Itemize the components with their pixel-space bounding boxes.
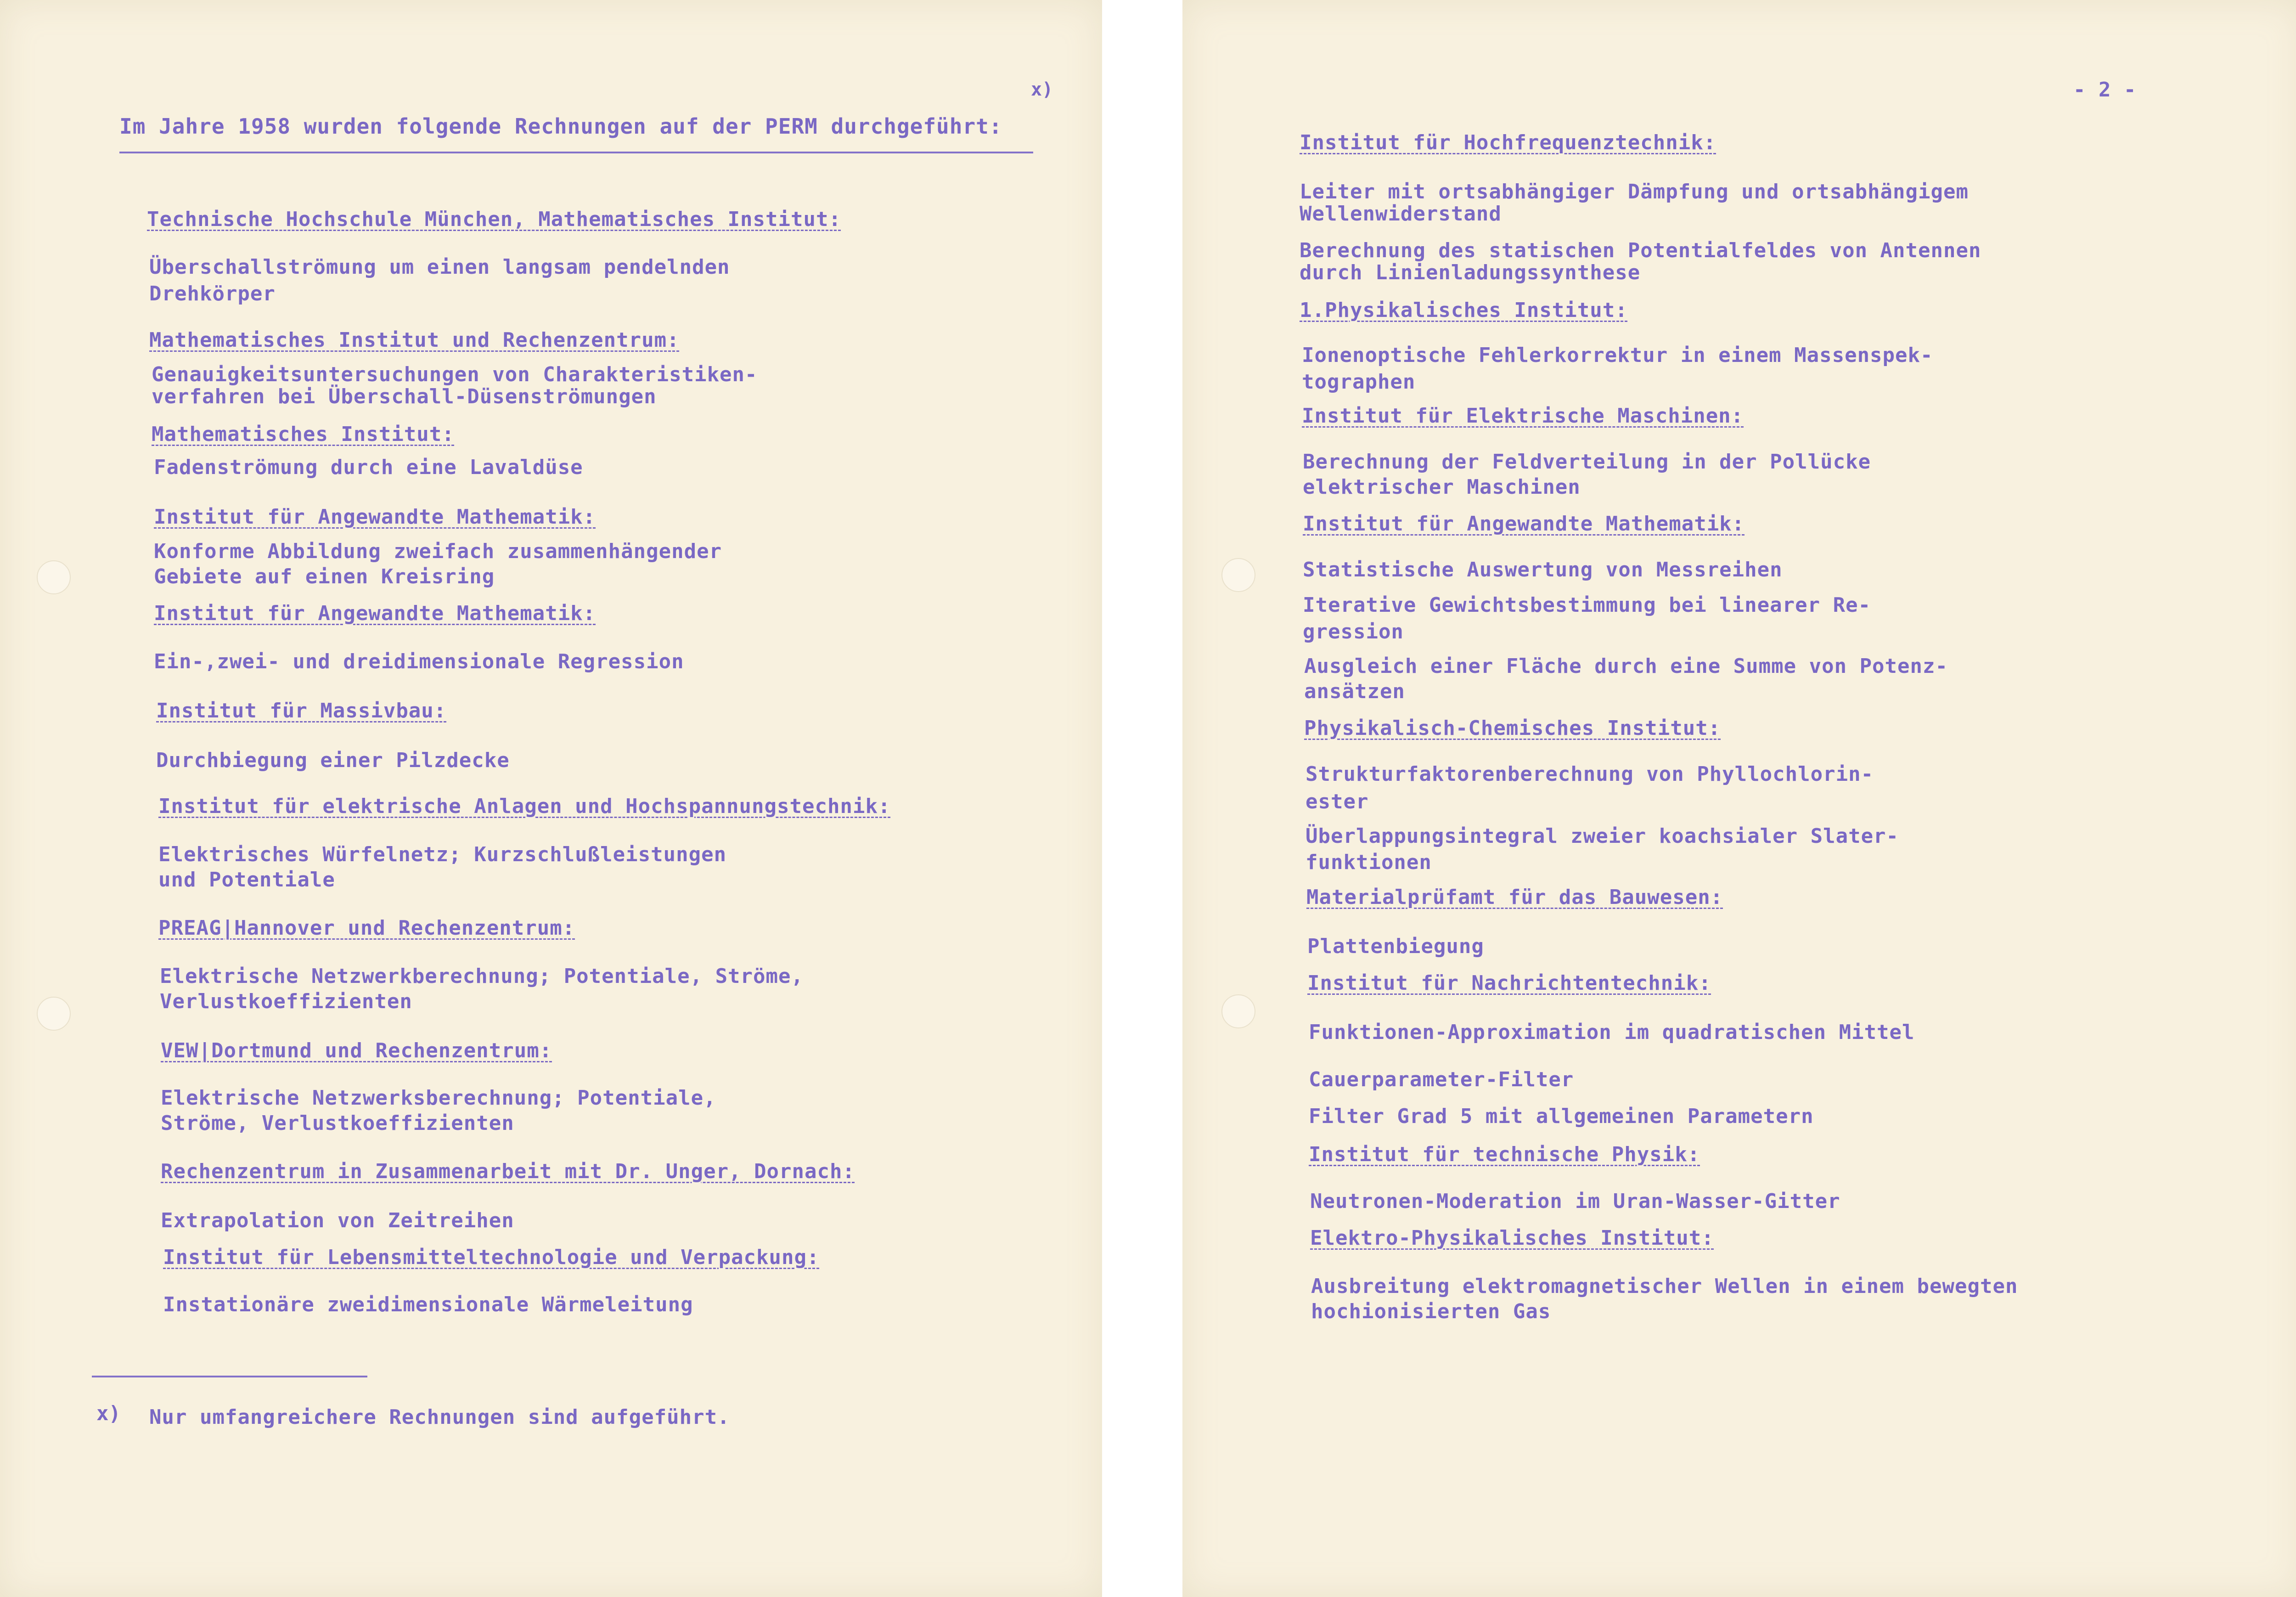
- project-line: Konforme Abbildung zweifach zusammenhängender: [154, 540, 722, 563]
- project-line: Berechnung der Feldverteilung in der Pollücke: [1303, 450, 1871, 474]
- institution-heading: Institut für Lebensmitteltechnologie und Verpackung:: [163, 1246, 820, 1269]
- project-line: Plattenbiegung: [1307, 935, 1484, 958]
- institution-heading: Mathematisches Institut und Rechenzentrum:: [149, 328, 680, 352]
- project-line: Extrapolation von Zeitreihen: [161, 1209, 514, 1232]
- institution-heading: Institut für Nachrichtentechnik:: [1307, 971, 1711, 995]
- institution-heading: Institut für technische Physik:: [1309, 1143, 1700, 1166]
- project-line: funktionen: [1306, 851, 1432, 874]
- institution-heading: 1.Physikalisches Institut:: [1300, 299, 1628, 322]
- project-line: Gebiete auf einen Kreisring: [154, 565, 495, 588]
- project-line: ansätzen: [1304, 680, 1405, 703]
- project-line: Überschallströmung um einen langsam pendelnden: [149, 255, 730, 279]
- project-line: Ausgleich einer Fläche durch eine Summe von Potenz-: [1304, 655, 1948, 678]
- punch-hole: [1221, 994, 1255, 1028]
- institution-heading: Physikalisch-Chemisches Institut:: [1304, 717, 1721, 740]
- punch-hole: [37, 997, 71, 1031]
- institution-heading: Technische Hochschule München, Mathematisches Institut:: [147, 208, 841, 231]
- footnote-text: Nur umfangreichere Rechnungen sind aufgeführt.: [149, 1405, 730, 1429]
- institution-heading: Institut für Elektrische Maschinen:: [1302, 404, 1744, 428]
- project-line: Statistische Auswertung von Messreihen: [1303, 558, 1783, 581]
- institution-heading: Materialprüfamt für das Bauwesen:: [1306, 886, 1723, 909]
- project-line: Leiter mit ortsabhängiger Dämpfung und ortsabhängigem: [1300, 180, 1969, 203]
- project-line: und Potentiale: [158, 868, 335, 892]
- project-line: Iterative Gewichtsbestimmung bei linearer Re-: [1303, 593, 1871, 617]
- institution-heading: Institut für Angewandte Mathematik:: [154, 505, 596, 529]
- project-line: Funktionen-Approximation im quadratischen Mittel: [1309, 1021, 1915, 1044]
- left-document-page: [0, 0, 1102, 1597]
- project-line: Strukturfaktorenberechnung von Phyllochlorin-: [1306, 762, 1874, 786]
- project-line: Cauerparameter-Filter: [1309, 1068, 1574, 1091]
- project-line: Elektrische Netzwerksberechnung; Potentiale,: [161, 1086, 716, 1110]
- heading-underline: [119, 152, 1033, 153]
- footnote-separator: [92, 1376, 367, 1377]
- project-line: Verlustkoeffizienten: [160, 990, 412, 1013]
- project-line: gression: [1303, 620, 1404, 643]
- institution-heading: Institut für Massivbau:: [156, 699, 447, 722]
- project-line: Fadenströmung durch eine Lavaldüse: [154, 456, 583, 479]
- institution-heading: Rechenzentrum in Zusammenarbeit mit Dr. Unger, Dornach:: [161, 1160, 855, 1183]
- punch-hole: [1221, 558, 1255, 592]
- project-line: Durchbiegung einer Pilzdecke: [156, 749, 510, 772]
- project-line: Berechnung des statischen Potentialfeldes von Antennen: [1300, 239, 1981, 262]
- institution-heading: Mathematisches Institut:: [152, 423, 455, 446]
- page-number: - 2 -: [2073, 78, 2137, 102]
- project-line: durch Linienladungssynthese: [1300, 261, 1641, 284]
- institution-heading: VEW|Dortmund und Rechenzentrum:: [161, 1039, 552, 1062]
- project-line: Instationäre zweidimensionale Wärmeleitung: [163, 1293, 693, 1316]
- project-line: elektrischer Maschinen: [1303, 475, 1581, 499]
- project-line: verfahren bei Überschall-Düsenströmungen: [152, 385, 657, 408]
- project-line: Wellenwiderstand: [1300, 202, 1502, 226]
- project-line: ester: [1306, 790, 1369, 813]
- project-line: Ein-,zwei- und dreidimensionale Regression: [154, 650, 684, 673]
- punch-hole: [37, 560, 71, 594]
- project-line: Drehkörper: [149, 282, 276, 305]
- footnote-marker: x): [1031, 79, 1053, 100]
- right-document-page: [1182, 0, 2296, 1597]
- project-line: Filter Grad 5 mit allgemeinen Parametern: [1309, 1105, 1814, 1128]
- institution-heading: Institut für elektrische Anlagen und Hochspannungstechnik:: [158, 795, 891, 818]
- footnote-marker: x): [96, 1402, 121, 1425]
- project-line: hochionisierten Gas: [1311, 1300, 1551, 1323]
- institution-heading: Elektro-Physikalisches Institut:: [1310, 1226, 1714, 1250]
- project-line: Ionenoptische Fehlerkorrektur in einem Massenspek-: [1302, 344, 1933, 367]
- project-line: Neutronen-Moderation im Uran-Wasser-Gitter: [1310, 1190, 1840, 1213]
- project-line: Ströme, Verlustkoeffizienten: [161, 1112, 514, 1135]
- institution-heading: Institut für Angewandte Mathematik:: [154, 602, 596, 625]
- project-line: Elektrisches Würfelnetz; Kurzschlußleistungen: [158, 843, 727, 866]
- project-line: Überlappungsintegral zweier koachsialer Slater-: [1306, 824, 1899, 848]
- page-heading: Im Jahre 1958 wurden folgende Rechnungen auf der PERM durchgeführt:: [119, 114, 1002, 139]
- project-line: tographen: [1302, 370, 1416, 394]
- project-line: Ausbreitung elektromagnetischer Wellen in einem bewegten: [1311, 1275, 2018, 1298]
- institution-heading: Institut für Angewandte Mathematik:: [1303, 512, 1745, 536]
- project-line: Genauigkeitsuntersuchungen von Charakteristiken-: [152, 363, 758, 386]
- project-line: Elektrische Netzwerkberechnung; Potentiale, Ströme,: [160, 965, 804, 988]
- institution-heading: PREAG|Hannover und Rechenzentrum:: [158, 916, 575, 940]
- institution-heading: Institut für Hochfrequenztechnik:: [1300, 131, 1716, 154]
